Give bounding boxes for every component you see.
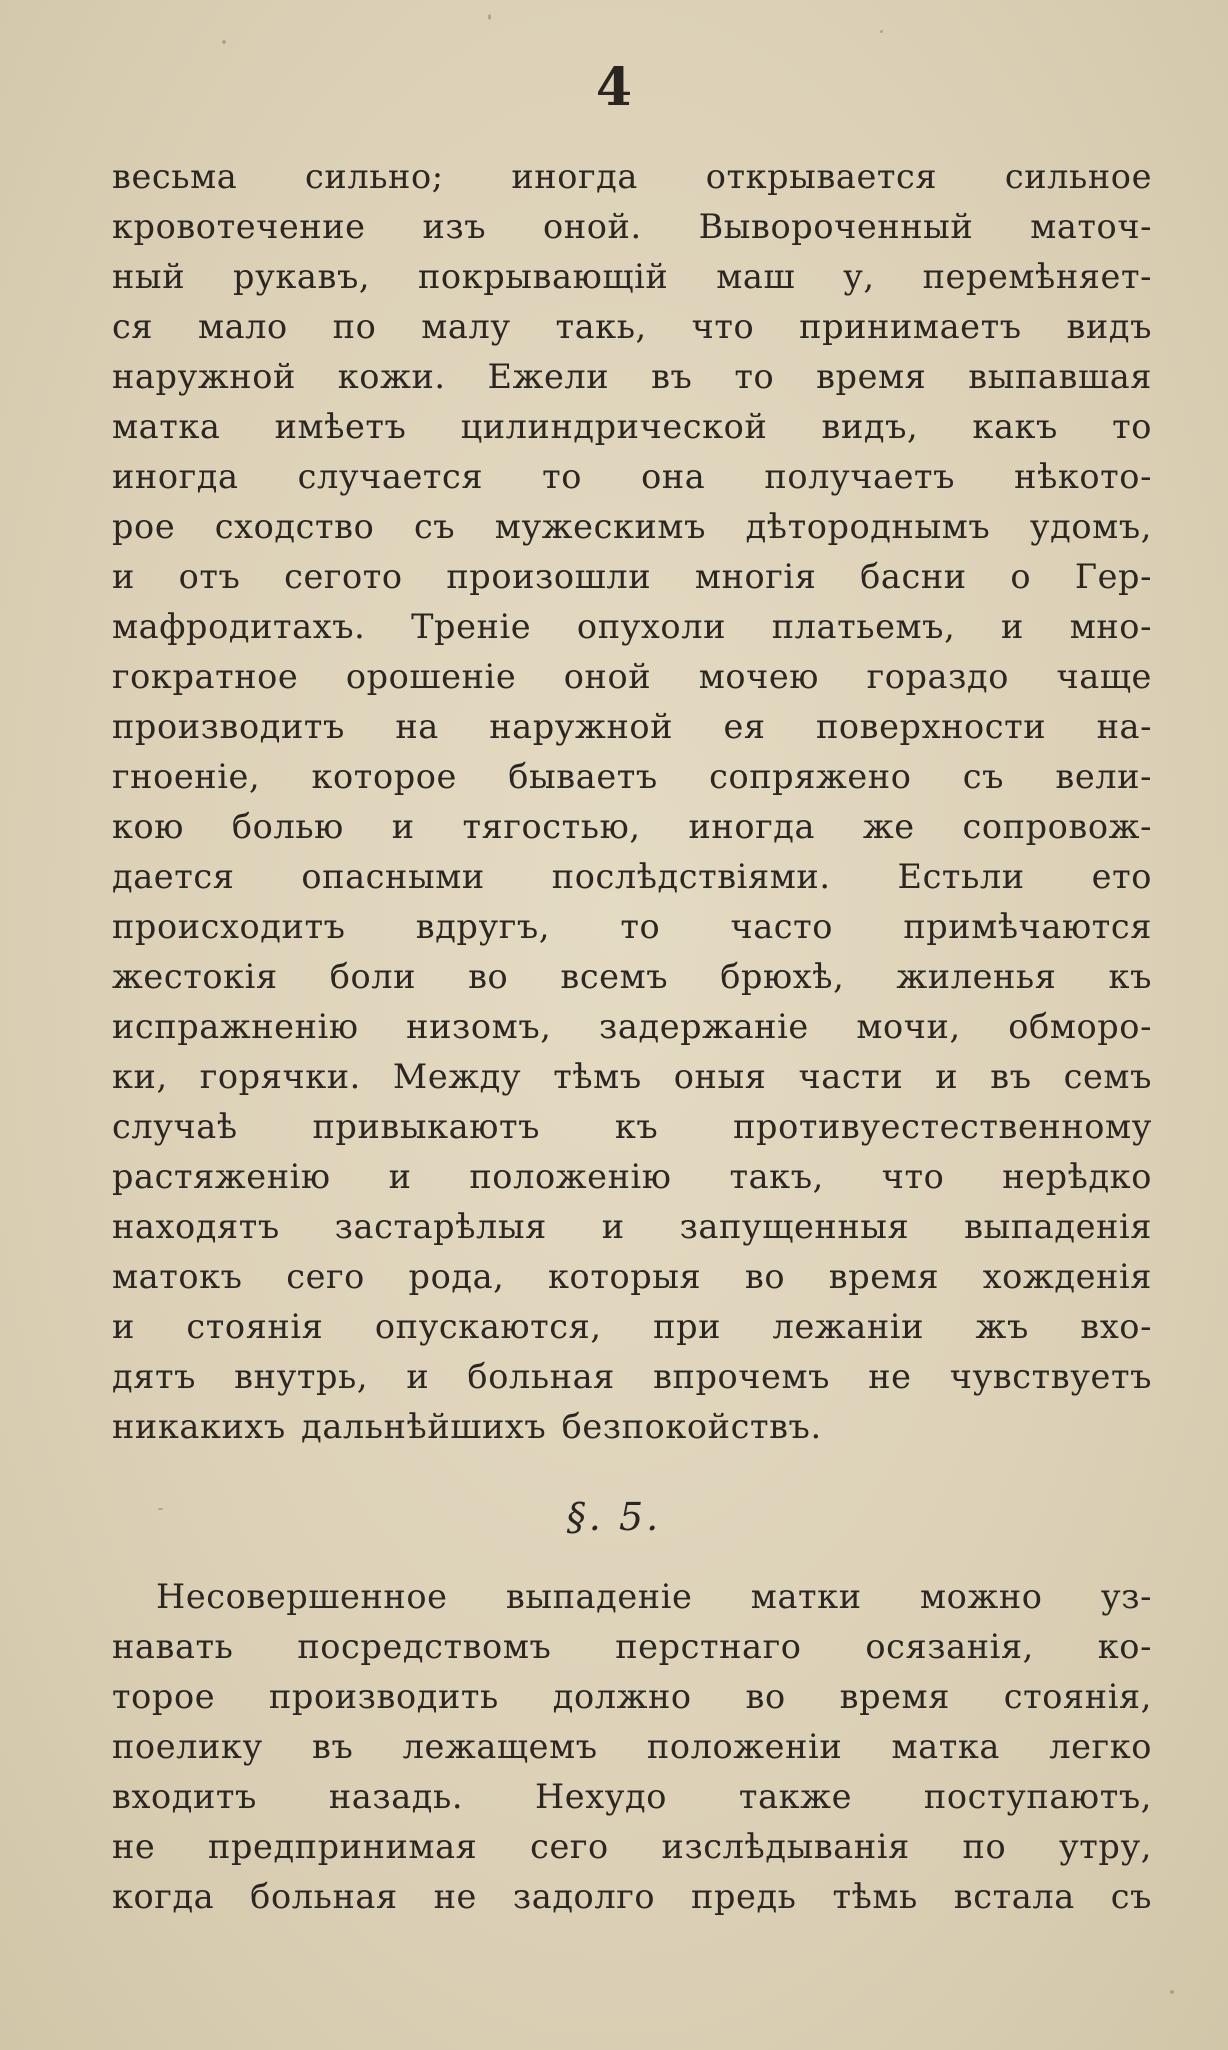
text-line: испражненію низомъ, задержаніе мочи, обморо- [112, 1007, 1152, 1046]
text-line: рое сходство съ мужескимъ дѣтороднымъ удомъ, [112, 507, 1152, 546]
text-line: кою болью и тягостью, иногда же сопровож- [112, 807, 1152, 846]
paper-speck [488, 14, 491, 20]
text-line: случаѣ привыкаютъ къ противуестественному [112, 1107, 1152, 1146]
text-line: и стоянія опускаются, при лежаніи жъ вхо- [112, 1307, 1152, 1346]
text-line: поелику въ лежащемъ положеніи матка легко [112, 1727, 1152, 1766]
text-line: когда больная не задолго предь тѣмь встала съ [112, 1877, 1152, 1916]
text-line: наружной кожи. Ежели въ то время выпавшая [112, 357, 1152, 396]
text-line: гноеніе, которое бываетъ сопряжено съ вели- [112, 757, 1152, 796]
text-line: и отъ сегото произошли многія басни о Гер- [112, 557, 1152, 596]
paper-speck [1170, 1990, 1174, 1994]
text-line: ки, горячки. Между тѣмъ оныя части и въ семъ [112, 1057, 1152, 1096]
text-line: ный рукавъ, покрывающій маш у, перемѣняет- [112, 257, 1152, 296]
text-line: дается опасными послѣдствіями. Естьли ето [112, 857, 1152, 896]
text-line: мафродитахъ. Треніе опухоли платьемъ, и мно- [112, 607, 1152, 646]
text-line: никакихъ дальнѣйшихъ безпокойствъ. [112, 1407, 822, 1446]
text-line: находятъ застарѣлыя и запущенныя выпаденія [112, 1207, 1152, 1246]
text-line: матка имѣетъ цилиндрической видъ, какъ то [112, 407, 1152, 446]
text-line: дятъ внутрь, и больная впрочемъ не чувствуетъ [112, 1357, 1152, 1396]
text-line: происходитъ вдругъ, то часто примѣчаются [112, 907, 1152, 946]
text-line: весьма сильно; иногда открывается сильное [112, 157, 1152, 196]
text-line: не предпринимая сего изслѣдыванія по утру, [112, 1827, 1152, 1866]
text-line: кровотечение изъ оной. Вывороченный маточ- [112, 207, 1152, 246]
paragraph [112, 152, 1152, 1452]
text-line: жестокія боли во всемъ брюхѣ, жиленья къ [112, 957, 1152, 996]
text-line: гократное орошеніе оной мочею гораздо чаще [112, 657, 1152, 696]
text-line: Несовершенное выпаденіе матки можно уз- [156, 1577, 1152, 1616]
paper-speck [222, 40, 226, 44]
text-line: навать посредствомъ перстнаго осязанія, ко- [112, 1627, 1152, 1666]
paper-speck [880, 30, 883, 33]
text-line: растяженію и положенію такъ, что нерѣдко [112, 1157, 1152, 1196]
text-line: входитъ назадь. Нехудо также поступаютъ, [112, 1777, 1152, 1816]
page-number: 4 [595, 57, 633, 118]
text-line: ся мало по малу такь, что принимаетъ видъ [112, 307, 1152, 346]
paragraph [112, 1572, 1152, 1922]
text-line: торое производить должно во время стоянія, [112, 1677, 1152, 1716]
section-heading: §. 5. [566, 1495, 662, 1539]
text-line: производитъ на наружной ея поверхности на- [112, 707, 1152, 746]
text-line: иногда случается то она получаетъ нѣкото- [112, 457, 1152, 496]
text-line: матокъ сего рода, которыя во время хожденія [112, 1257, 1152, 1296]
